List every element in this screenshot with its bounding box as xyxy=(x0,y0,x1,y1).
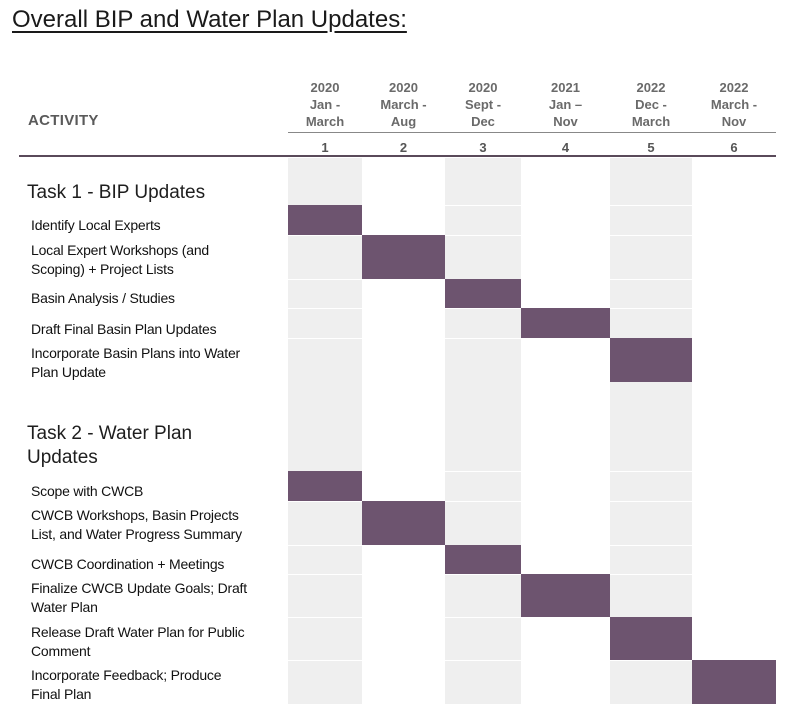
activity-label-line: Water Plan xyxy=(31,599,98,615)
activity-label xyxy=(31,506,242,544)
task-heading xyxy=(27,181,205,205)
schedule-bar xyxy=(610,617,692,660)
activity-label-line: Draft Final Basin Plan Updates xyxy=(31,321,217,337)
period-header-line: 2022 xyxy=(636,80,666,95)
row-separator xyxy=(288,545,776,546)
schedule-bar xyxy=(362,235,445,279)
period-number: 1 xyxy=(321,140,329,155)
activity-label-line: List, and Water Progress Summary xyxy=(31,526,242,542)
row-separator xyxy=(288,279,776,280)
period-header xyxy=(521,79,610,130)
period-header xyxy=(692,79,776,130)
schedule-bar xyxy=(445,279,521,308)
activity-label xyxy=(31,289,175,308)
activity-label-line: Basin Analysis / Studies xyxy=(31,290,175,306)
activity-label xyxy=(31,241,209,279)
activity-label-line: Release Draft Water Plan for Public xyxy=(31,624,245,640)
column-shade xyxy=(288,158,362,704)
activity-column-header: ACTIVITY xyxy=(28,112,99,129)
activity-label-line: Identify Local Experts xyxy=(31,217,161,233)
period-header-line: March xyxy=(305,114,345,129)
activity-label-line: Incorporate Basin Plans into Water xyxy=(31,345,241,361)
period-header-line: Jan - xyxy=(309,97,341,112)
period-header-line: 2022 xyxy=(719,80,749,95)
activity-label xyxy=(31,555,224,574)
activity-label-line: Comment xyxy=(31,643,91,659)
period-number: 4 xyxy=(561,140,570,155)
task-heading-line: Task 2 - Water Plan xyxy=(27,423,193,444)
schedule-bar xyxy=(521,308,610,338)
activity-label-line: Plan Update xyxy=(31,364,106,380)
header-rule xyxy=(288,132,776,133)
period-header-line: Nov xyxy=(721,114,747,129)
period-header-line: 2020 xyxy=(310,80,340,95)
activity-label-line: CWCB Coordination + Meetings xyxy=(31,556,225,572)
header-separator xyxy=(19,155,776,157)
activity-label-line: Scope with CWCB xyxy=(31,483,144,499)
period-number: 2 xyxy=(399,140,408,155)
row-separator xyxy=(288,617,776,618)
period-header xyxy=(610,79,692,130)
activity-label-line: Scoping) + Project Lists xyxy=(31,261,174,277)
period-header-line: Dec - xyxy=(635,97,667,112)
schedule-bar xyxy=(610,338,692,382)
activity-label xyxy=(31,666,221,704)
period-header xyxy=(445,79,521,130)
activity-label xyxy=(31,482,143,501)
period-header xyxy=(362,79,445,130)
schedule-bar xyxy=(692,660,776,704)
schedule-bar xyxy=(362,501,445,545)
column-shade xyxy=(445,158,521,704)
period-number: 3 xyxy=(479,140,487,155)
period-header-line: 2020 xyxy=(468,80,498,95)
schedule-bar xyxy=(288,471,362,501)
period-header-line: Jan – xyxy=(548,97,583,112)
schedule-bar xyxy=(521,574,610,617)
period-header-line: 2021 xyxy=(551,80,580,95)
schedule-bar xyxy=(445,545,521,574)
task-heading-line: Task 1 - BIP Updates xyxy=(27,182,206,203)
activity-label-line: Local Expert Workshops (and xyxy=(31,242,209,258)
period-header-line: March - xyxy=(380,97,427,112)
row-separator xyxy=(288,338,776,339)
schedule-bar xyxy=(288,205,362,235)
task-heading-line: Updates xyxy=(27,447,98,468)
activity-label xyxy=(31,344,240,382)
period-header-line: March - xyxy=(710,97,758,112)
period-header-line: March xyxy=(631,114,671,129)
page-title: Overall BIP and Water Plan Updates: xyxy=(12,6,407,33)
activity-label-line: Final Plan xyxy=(31,686,92,702)
period-header-line: Nov xyxy=(553,114,578,129)
activity-label xyxy=(31,216,160,235)
activity-label-line: Incorporate Feedback; Produce xyxy=(31,667,222,683)
activity-label-line: Finalize CWCB Update Goals; Draft xyxy=(31,580,247,596)
task-heading xyxy=(27,422,192,470)
period-number: 5 xyxy=(647,140,655,155)
period-header-line: Dec xyxy=(471,114,495,129)
activity-label xyxy=(31,579,247,617)
activity-label xyxy=(31,623,244,661)
period-header xyxy=(288,79,362,130)
period-header-line: Sept - xyxy=(464,97,502,112)
activity-label xyxy=(31,320,216,339)
period-header-line: 2020 xyxy=(389,80,418,95)
period-header-line: Aug xyxy=(390,114,417,129)
period-number: 6 xyxy=(730,140,738,155)
activity-label-line: CWCB Workshops, Basin Projects xyxy=(31,507,239,523)
